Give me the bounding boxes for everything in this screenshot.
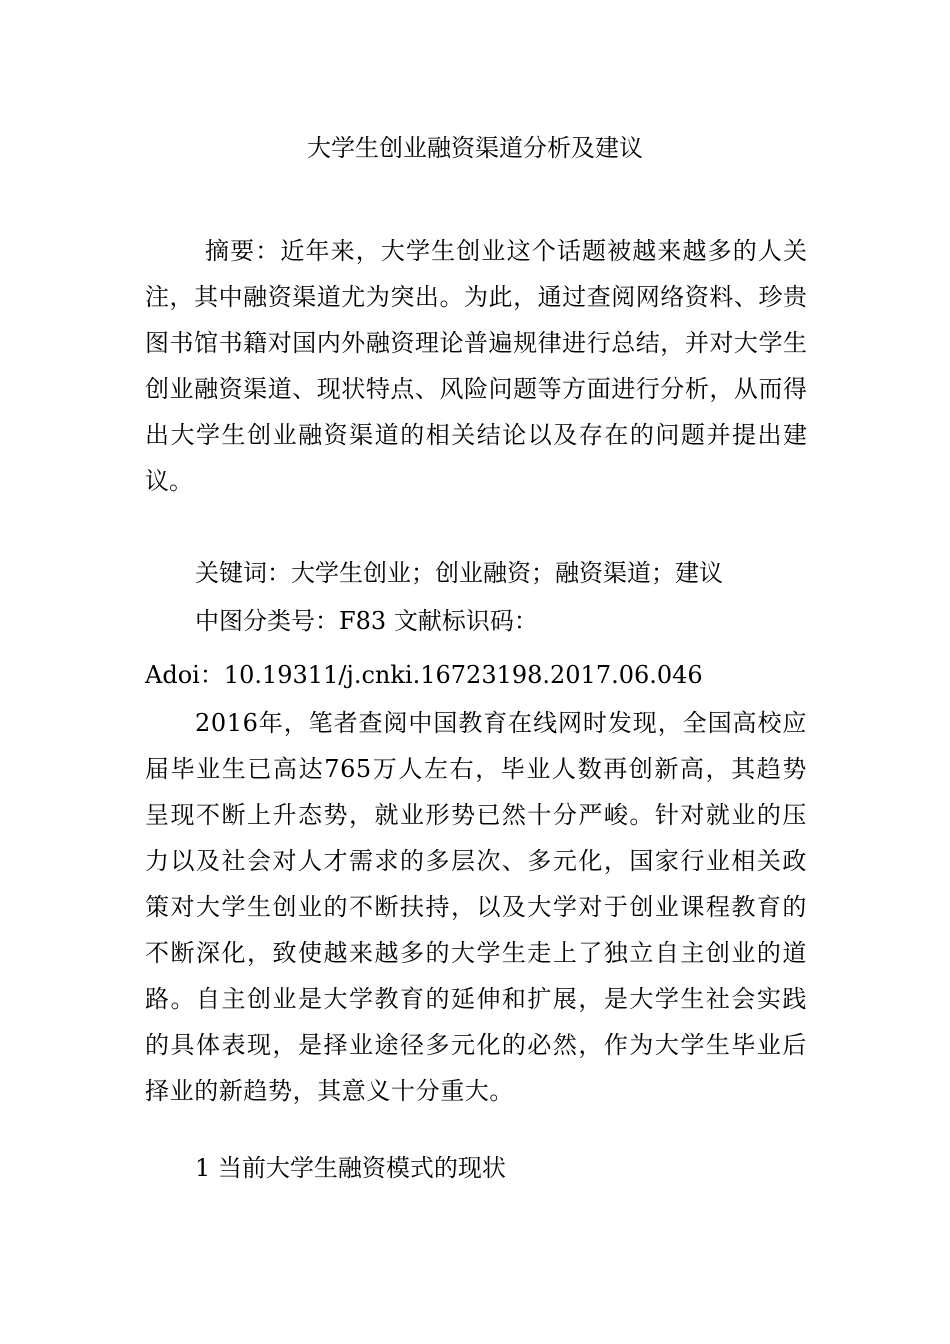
document-title: 大学生创业融资渠道分析及建议 (307, 134, 643, 162)
section-heading: 1 当前大学生融资模式的现状 (195, 1154, 506, 1182)
doi-line: Adoi：10.19311/j.cnki.16723198.2017.06.046 (145, 661, 703, 689)
abstract-paragraph: 摘要：近年来，大学生创业这个话题被越来越多的人关注，其中融资渠道尤为突出。为此，通过查阅网络资料、珍贵图书馆书籍对国内外融资理论普遍规律进行总结，并对大学生创业融资渠道、现状特点、风险问题等方面进行分析，从而得出大学生创业融资渠道的相关结论以及存在的问题并提出建议。 (145, 237, 807, 495)
classification-line: 中图分类号：F83 文献标识码： (195, 607, 538, 635)
keywords-line: 关键词：大学生创业；创业融资；融资渠道；建议 (195, 559, 723, 587)
body-paragraph: 2016年，笔者查阅中国教育在线网时发现，全国高校应届毕业生已高达765万人左右，毕业人数再创新高，其趋势呈现不断上升态势，就业形势已然十分严峻。针对就业的压力以及社会对人才需求的多层次、多元化，国家行业相关政策对大学生创业的不断扶持，以及大学对于创业课程教育的不断深化，致使越来越多的大学生走上了独立自主创业的道路。自主创业是大学教育的延伸和扩展，是大学生社会实践的具体表现，是择业途径多元化的必然，作为大学生毕业后择业的新趋势，其意义十分重大。 (145, 709, 807, 1105)
